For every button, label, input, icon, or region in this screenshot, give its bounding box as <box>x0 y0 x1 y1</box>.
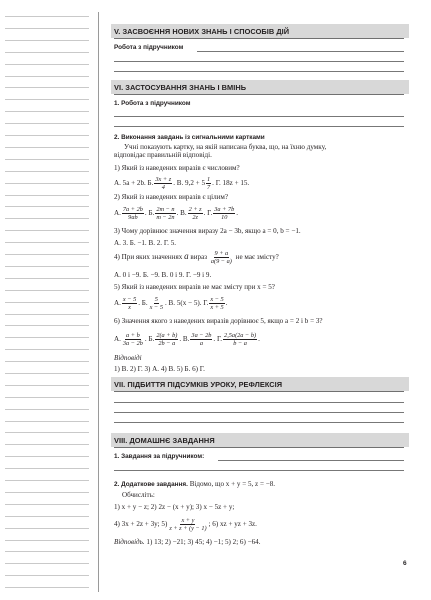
question-6: 6) Значення якого з наведених виразів дорівнює 5, якщо a = 2 і b = 3? <box>114 317 323 325</box>
answer-line <box>114 61 404 62</box>
answer-line <box>114 71 404 72</box>
additional-task: 2. Додаткове завдання. Відомо, що x + y = 5, z = −8. <box>114 480 276 488</box>
margin-line <box>5 278 89 279</box>
homework-answer: Відповідь. 1) 13; 2) −21; 3) 45; 4) −1; 5) 2; 6) −64. <box>114 538 261 546</box>
margin-line <box>5 218 89 219</box>
margin-line <box>5 397 89 398</box>
margin-line <box>5 456 89 457</box>
answer-line <box>114 470 404 471</box>
margin-line <box>5 40 89 41</box>
margin-line <box>5 147 89 148</box>
section-vi-title: VI. ЗАСТОСУВАННЯ ЗНАНЬ І ВМІНЬ <box>114 83 247 92</box>
margin-line <box>5 444 89 445</box>
lesson-page <box>114 0 410 600</box>
answers: 1) В. 2) Г. 3) А. 4) В. 5) Б. 6) Г. <box>114 365 205 373</box>
question-2-options: А. $\frac{7a + 2b}{9ab}$ . Б. $\frac{2m - n}{m - 2n}$ . В. $\frac{2 + z}{2z}$ . Г. $\frac{3a + 7b}{10}$ . <box>114 206 239 221</box>
margin-line <box>5 432 89 433</box>
question-4-options: А. 0 і −9. Б. −9. В. 0 і 9. Г. −9 і 9. <box>114 271 212 279</box>
margin-line <box>5 325 89 326</box>
margin-line <box>5 135 89 136</box>
margin-line <box>5 516 89 517</box>
margin-line <box>5 337 89 338</box>
section-band-line <box>114 94 404 95</box>
margin-line <box>5 111 89 112</box>
margin-line <box>5 373 89 374</box>
margin-line <box>5 290 89 291</box>
margin-ruled-lines <box>0 0 94 600</box>
margin-line <box>5 76 89 77</box>
margin-line <box>5 64 89 65</box>
question-3-options: А. 3. Б. −1. В. 2. Г. 5. <box>114 239 177 247</box>
margin-line <box>5 123 89 124</box>
margin-line <box>5 468 89 469</box>
question-4: 4) При яких значеннях a вираз $\frac{9 + a}{a(9 - a)}$ не має змісту? <box>114 250 279 265</box>
margin-line <box>5 492 89 493</box>
answers-label: Відповіді <box>114 354 142 362</box>
question-1: 1) Який із наведених виразів є числовим? <box>114 164 240 172</box>
margin-line <box>5 551 89 552</box>
answer-line <box>114 412 404 413</box>
question-6-options: А. $\frac{a + b}{3a - 2b}$ . Б. $\frac{2(a + b)}{2b - a}$ . В. $\frac{3a - 2b}{a}$ . Г. $\frac{2,5a(2a - b)}{b - a}$ . <box>114 332 260 347</box>
margin-line <box>5 587 89 588</box>
answer-line <box>114 422 404 423</box>
margin-line <box>5 87 89 88</box>
margin-line <box>5 242 89 243</box>
margin-line <box>5 28 89 29</box>
margin-line <box>5 563 89 564</box>
section-vi-subtitle-1: 1. Робота з підручником <box>114 100 191 107</box>
margin-line <box>5 230 89 231</box>
question-3: 3) Чому дорівнює значення виразу 2a − 3b, якщо a = 0, b = −1. <box>114 227 301 235</box>
section-vii-title: VII. ПІДБИТТЯ ПІДСУМКІВ УРОКУ, РЕФЛЕКСІЯ <box>114 380 283 389</box>
answer-line <box>114 126 404 127</box>
margin-line <box>5 254 89 255</box>
margin-line <box>5 159 89 160</box>
section-v-title: V. ЗАСВОЄННЯ НОВИХ ЗНАНЬ І СПОСОБІВ ДІЙ <box>114 27 290 36</box>
section-band-line <box>114 38 404 39</box>
margin-line <box>5 349 89 350</box>
answer-line <box>197 51 404 52</box>
answer-line <box>114 116 404 117</box>
margin-line <box>5 421 89 422</box>
margin-line <box>5 52 89 53</box>
question-1-options: А. 5a + 2b. Б. $\frac{3x + z}{4}$ . В. 9,2 + 5 $\frac{1}{7}$ . Г. 18z + 15. <box>114 176 250 191</box>
margin-line <box>5 361 89 362</box>
question-5-options: А. $\frac{x - 5}{x}$ . Б. $\frac{5}{x - 5}$ . В. 5(x − 5). Г. $\frac{x - 5}{x + 5}$ . <box>114 296 228 311</box>
question-5: 5) Який із наведених виразів не має змісту при x = 5? <box>114 283 275 291</box>
section-viii-subtitle-1: 1. Завдання за підручником: <box>114 453 205 460</box>
margin-line <box>5 171 89 172</box>
compute-label: Обчисліть: <box>122 491 155 499</box>
page-number: 6 <box>403 560 407 567</box>
cards-intro: Учні показують картку, на якій написана буква, що, на їхню думку, <box>124 143 327 151</box>
section-vi-subtitle-2: 2. Виконання завдань із сигнальними картками <box>114 134 265 141</box>
margin-line <box>5 385 89 386</box>
question-2: 2) Який із наведених виразів є цілим? <box>114 193 229 201</box>
margin-line <box>5 206 89 207</box>
margin-line <box>5 302 89 303</box>
section-v-subtitle: Робота з підручником <box>114 44 184 51</box>
section-viii-title: VIII. ДОМАШНЄ ЗАВДАННЯ <box>114 436 215 445</box>
cards-intro-2: відповідає правильній відповіді. <box>114 151 212 159</box>
homework-line-2: 4) 3x + 2z + 3y; 5) $\frac{x + y}{z + z + (y - 1)}$ ; 6) xz + yz + 3z. <box>114 517 257 532</box>
margin-line <box>5 409 89 410</box>
margin-line <box>5 575 89 576</box>
margin-line <box>5 528 89 529</box>
margin-line <box>5 266 89 267</box>
margin-line <box>5 195 89 196</box>
section-band-line <box>114 391 404 392</box>
answer-line <box>114 402 404 403</box>
margin-line <box>5 314 89 315</box>
margin-line <box>5 16 89 17</box>
section-band-line <box>114 447 404 448</box>
margin-line <box>5 540 89 541</box>
margin-line <box>5 504 89 505</box>
margin-separator <box>98 12 99 592</box>
margin-line <box>5 480 89 481</box>
homework-line-1: 1) x + y − z; 2) 2z − (x + y); 3) x − 5z + y; <box>114 503 235 511</box>
margin-line <box>5 183 89 184</box>
answer-line <box>218 460 404 461</box>
margin-line <box>5 99 89 100</box>
